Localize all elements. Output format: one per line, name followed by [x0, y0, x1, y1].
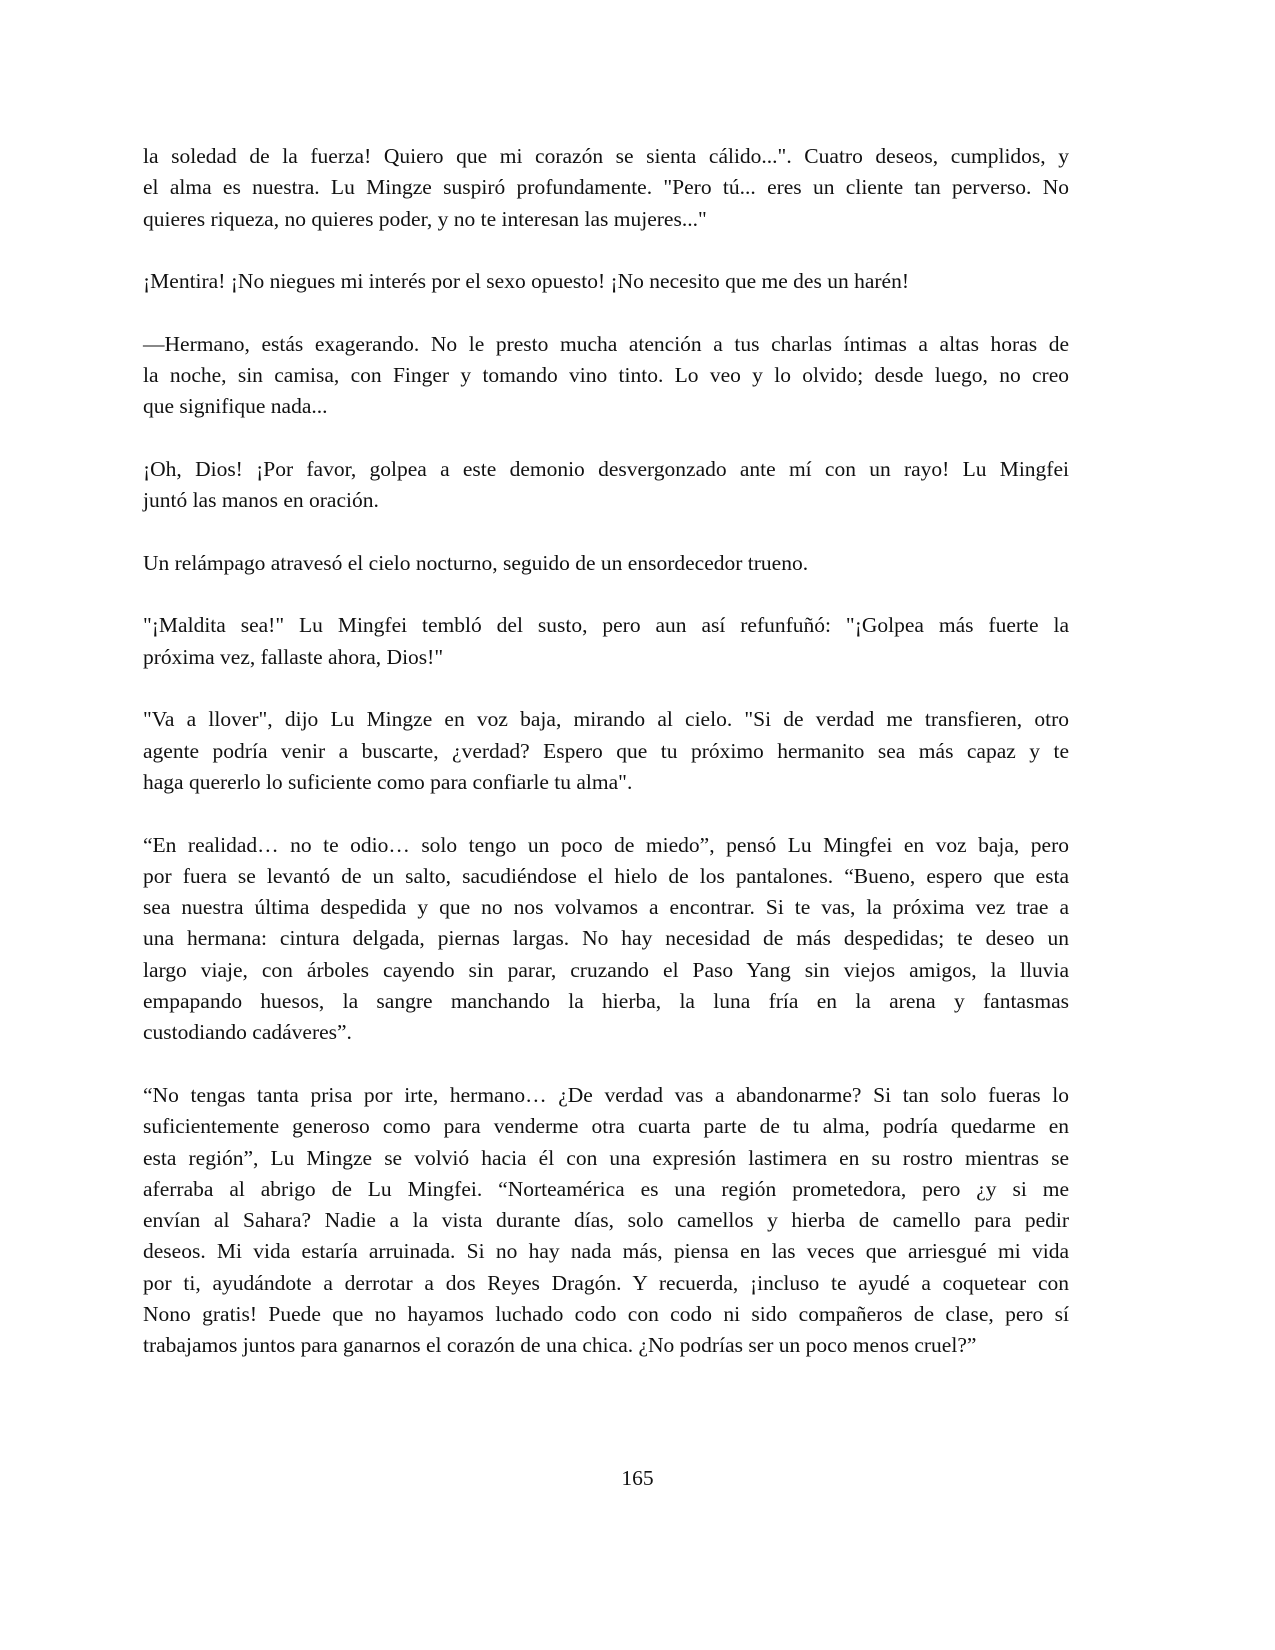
text-line: largo viaje, con árboles cayendo sin parar, cruzando el Paso Yang sin viejos amigos, la lluvia [143, 957, 1069, 982]
text-line: “En realidad… no te odio… solo tengo un poco de miedo”, pensó Lu Mingfei en voz baja, pero [143, 832, 1069, 857]
text-line: ¡Oh, Dios! ¡Por favor, golpea a este demonio desvergonzado ante mí con un rayo! Lu Mingfei [143, 456, 1069, 481]
paragraph [143, 329, 1069, 423]
text-line: agente podría venir a buscarte, ¿verdad? Espero que tu próximo hermanito sea más capaz y te [143, 738, 1069, 763]
text-line: ¡Mentira! ¡No niegues mi interés por el sexo opuesto! ¡No necesito que me des un harén! [143, 269, 910, 294]
text-line: “No tengas tanta prisa por irte, hermano… ¿De verdad vas a abandonarme? Si tan solo fueras lo [143, 1082, 1069, 1107]
text-line: sea nuestra última despedida y que no nos volvamos a encontrar. Si te vas, la próxima vez trae a [143, 895, 1069, 920]
text-line: próxima vez, fallaste ahora, Dios!" [143, 644, 444, 669]
text-line: trabajamos juntos para ganarnos el corazón de una chica. ¿No podrías ser un poco menos cruel?” [143, 1333, 977, 1358]
text-line: la noche, sin camisa, con Finger y tomando vino tinto. Lo veo y lo olvido; desde luego, no creo [143, 363, 1069, 388]
text-line: deseos. Mi vida estaría arruinada. Si no hay nada más, piensa en las veces que arriesgué mi vida [143, 1239, 1069, 1264]
text-line: una hermana: cintura delgada, piernas largas. No hay necesidad de más despedidas; te deseo un [143, 926, 1069, 951]
paragraph [143, 830, 1069, 1049]
paragraph [143, 704, 1069, 798]
text-line: custodiando cadáveres”. [143, 1020, 352, 1045]
text-line: empapando huesos, la sangre manchando la hierba, la luna fría en la arena y fantasmas [143, 989, 1069, 1014]
paragraph [143, 454, 1069, 517]
text-line: por ti, ayudándote a derrotar a dos Reyes Dragón. Y recuerda, ¡incluso te ayudé a coquetear con [143, 1270, 1069, 1295]
text-line: quieres riqueza, no quieres poder, y no te interesan las mujeres..." [143, 206, 707, 231]
paragraph [143, 610, 1069, 673]
text-line: Nono gratis! Puede que no hayamos luchado codo con codo ni sido compañeros de clase, pero sí [143, 1301, 1069, 1326]
text-line: el alma es nuestra. Lu Mingze suspiró profundamente. "Pero tú... eres un cliente tan perverso. No [143, 175, 1069, 200]
text-line: suficientemente generoso como para venderme otra cuarta parte de tu alma, podría quedarme en [143, 1114, 1069, 1139]
text-line: envían al Sahara? Nadie a la vista durante días, solo camellos y hierba de camello para pedir [143, 1208, 1069, 1233]
text-line: aferraba al abrigo de Lu Mingfei. “Norteamérica es una región prometedora, pero ¿y si me [143, 1176, 1069, 1201]
text-line: "Va a llover", dijo Lu Mingze en voz baja, mirando al cielo. "Si de verdad me transfieren, otro [143, 707, 1069, 732]
paragraph [143, 548, 1069, 579]
paragraph [143, 266, 1069, 297]
text-line: por fuera se levantó de un salto, sacudiéndose el hielo de los pantalones. “Bueno, espero que esta [143, 863, 1069, 888]
text-line: Un relámpago atravesó el cielo nocturno, seguido de un ensordecedor trueno. [143, 550, 809, 575]
text-line: "¡Maldita sea!" Lu Mingfei tembló del susto, pero aun así refunfuñó: "¡Golpea más fuerte la [143, 613, 1069, 638]
text-line: haga quererlo lo suficiente como para confiarle tu alma". [143, 769, 633, 794]
paragraph [143, 1080, 1069, 1362]
text-line: juntó las manos en oración. [143, 488, 379, 513]
paragraph [143, 141, 1069, 235]
text-line: que signifique nada... [143, 394, 328, 419]
text-line: —Hermano, estás exagerando. No le presto mucha atención a tus charlas íntimas a altas horas de [143, 331, 1069, 356]
text-line: esta región”, Lu Mingze se volvió hacia él con una expresión lastimera en su rostro mientras se [143, 1145, 1069, 1170]
body-text [143, 141, 1069, 1393]
text-line: la soledad de la fuerza! Quiero que mi corazón se sienta cálido...". Cuatro deseos, cumplidos, y [143, 144, 1069, 168]
page-number: 165 [621, 1466, 654, 1490]
